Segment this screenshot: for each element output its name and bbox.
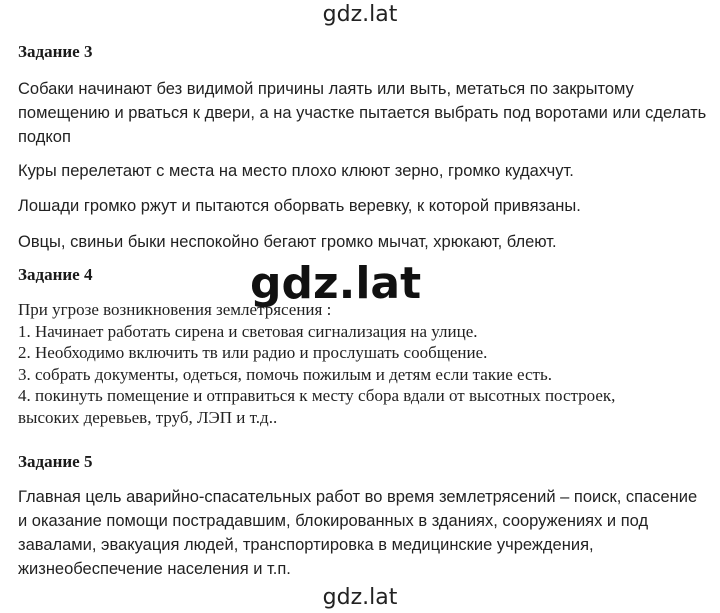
- task-5-heading: Задание 5: [18, 452, 93, 471]
- task-4-item-3: 3. собрать документы, одеться, помочь пожилым и детям если такие есть.: [18, 364, 552, 384]
- task-4-item-1: 1. Начинает работать сирена и световая сигнализация на улице.: [18, 321, 478, 341]
- task-3-paragraph-2: Куры перелетают с места на место плохо клюют зерно, громко кудахчут.: [18, 162, 574, 180]
- task-3-paragraph-3: Лошади громко ржут и пытаются оборвать веревку, к которой привязаны.: [18, 197, 581, 215]
- task-3-paragraph-1: Собаки начинают без видимой причины лаять или выть, метаться по закрытому помещению и рваться к двери, а на участке пытается выбрать под воротами или сделать подкоп: [18, 80, 707, 146]
- watermark-center: gdz.lat: [250, 258, 422, 309]
- task-4-intro: При угрозе возникновения землетрясения :: [18, 300, 332, 319]
- task-4-item-2: 2. Необходимо включить тв или радио и прослушать сообщение.: [18, 343, 488, 362]
- watermark-top: gdz.lat: [322, 2, 398, 27]
- task-3-paragraph-4: Овцы, свиньи быки неспокойно бегают громко мычат, хрюкают, блеют.: [18, 233, 557, 251]
- task-4-item-4: 4. покинуть помещение и отправиться к месту сбора вдали от высотных построек,: [18, 386, 616, 405]
- watermark-bottom: gdz.lat: [322, 585, 398, 610]
- task-5-paragraph: Главная цель аварийно-спасательных работ во время землетрясений – поиск, спасение и оказание помощи пострадавшим, блокированных в зданиях, сооружениях и под завалами, эвакуация людей, транспортировка в медицинские учреждения, жизнеобеспечение населения и т.п.: [18, 488, 698, 578]
- task-4-heading: Задание 4: [18, 265, 93, 284]
- task-3-heading: Задание 3: [18, 42, 93, 61]
- task-4-item-4-continued: высоких деревьев, труб, ЛЭП и т.д..: [18, 407, 278, 427]
- task-4-list: [18, 299, 708, 428]
